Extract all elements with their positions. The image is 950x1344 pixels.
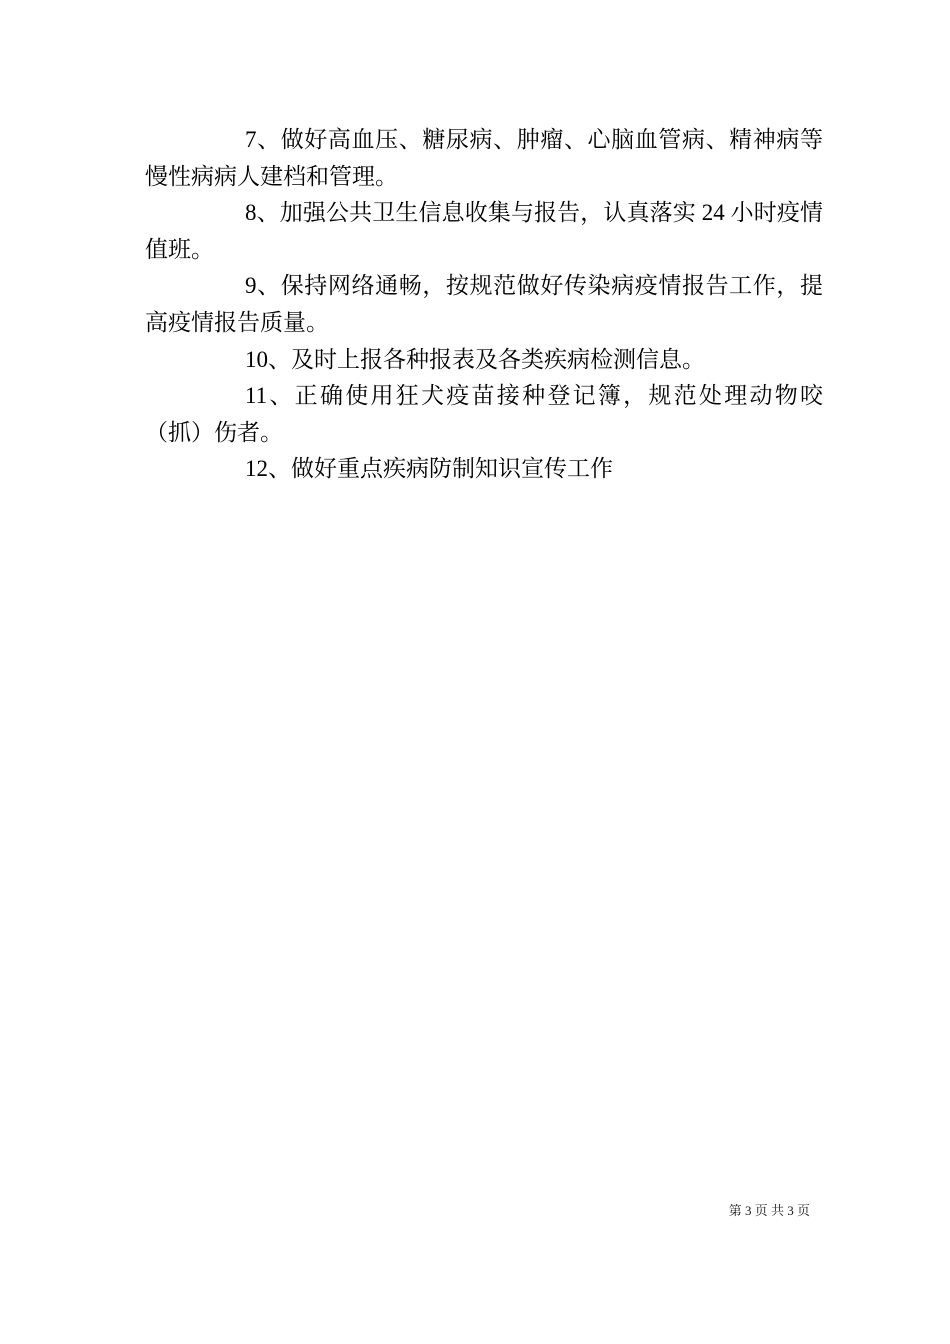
page-number-label: 第 3 页 共 3 页 [728, 1203, 810, 1218]
paragraph-item-9: 9、保持网络通畅，按规范做好传染病疫情报告工作，提高疫情报告质量。 [145, 273, 823, 335]
page-footer [729, 1202, 810, 1220]
document-body [145, 122, 823, 488]
paragraph-item-10: 10、及时上报各种报表及各类疾病检测信息。 [245, 346, 705, 372]
paragraph-item-7: 7、做好高血压、糖尿病、肿瘤、心脑血管病、精神病等慢性病病人建档和管理。 [145, 127, 823, 189]
paragraph-item-11: 11、正确使用狂犬疫苗接种登记簿，规范处理动物咬（抓）伤者。 [145, 383, 823, 445]
paragraph-item-8: 8、加强公共卫生信息收集与报告，认真落实 24 小时疫情值班。 [145, 200, 823, 262]
paragraph-item-12: 12、做好重点疾病防制知识宣传工作 [245, 456, 613, 482]
